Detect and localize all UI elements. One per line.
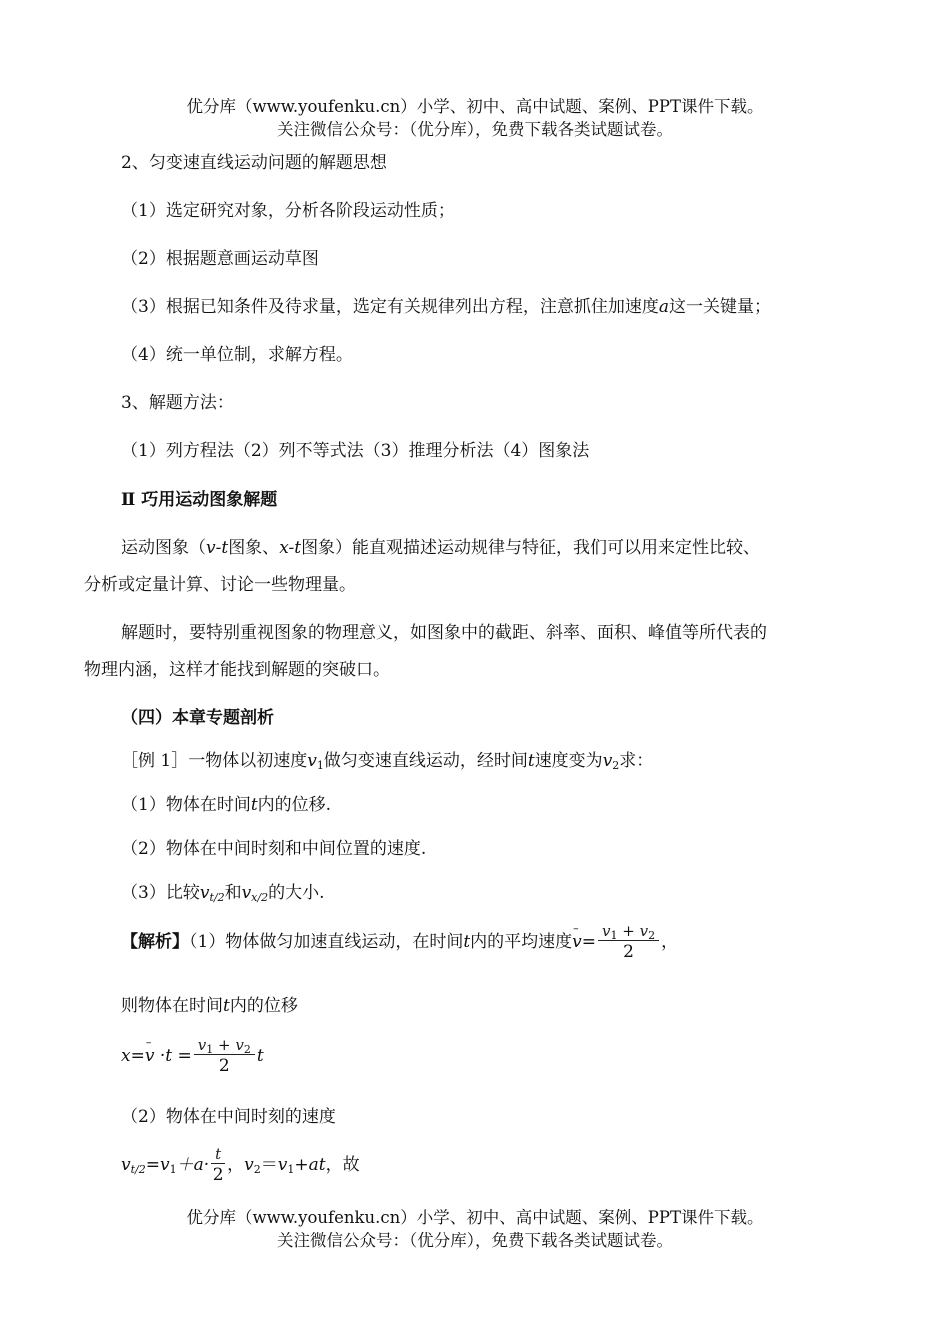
graph-para-2-line-2: 物理内涵，这样才能找到解题的突破口。 [84,660,390,680]
v-bar: – v [572,918,582,966]
mid-time-velocity-formula: $v_{t/2}=v_1+a\cdot$ $\frac{t}{2}$ ，$v_2=v_1+at$，故 [121,1145,360,1185]
header-line-2: 关注微信公众号：（优分库），免费下载各类试题试卷。 [277,120,673,139]
displacement-formula: x=– v ·t = $\frac{v_1 + v_2}{2}$ t [121,1032,264,1080]
solution-line-1: 【解析】（1）物体做匀加速直线运动，在时间t内的平均速度– v= $\frac{v_1 + v_2}{2}$ ， [121,918,678,966]
footer-line-1: 优分库（www.youfenku.cn）小学、初中、高中试题、案例、PPT课件下载。 [186,1208,764,1227]
graph-para-1-line-1: 运动图象（v-t图象、x-t图象）能直观描述运动规律与特征，我们可以用来定性比较、 [121,538,761,558]
question-1: （1）物体在时间t内的位移. [121,795,332,815]
var-a: a [658,297,669,317]
step-2: （2）根据题意画运动草图 [121,249,319,269]
solution-tag: 【解析】 [121,932,189,952]
header-line-1: 优分库（www.youfenku.cn）小学、初中、高中试题、案例、PPT课件下载。 [186,97,764,116]
footer-line-2: 关注微信公众号：（优分库），免费下载各类试题试卷。 [277,1231,673,1250]
question-2: （2）物体在中间时刻和中间位置的速度. [121,839,427,859]
question-3: （3）比较$v_{t/2}$和$v_{x/2}$的大小. [121,883,325,904]
solution-line-3: （2）物体在中间时刻的速度 [121,1107,336,1127]
chapter-title: （四）本章专题剖析 [121,708,274,728]
solution-line-2: 则物体在时间t内的位移 [121,996,298,1016]
graph-para-1-line-2: 分析或定量计算、讨论一些物理量。 [84,575,356,595]
section-2-title: 2、匀变速直线运动问题的解题思想 [121,153,387,173]
step-1: （1）选定研究对象，分析各阶段运动性质； [121,201,455,221]
graph-section-title: Ⅱ 巧用运动图象解题 [121,490,278,510]
example-1-statement: ［例 1］一物体以初速度$v_1$做匀变速直线运动，经时间t速度变为$v_2$求： [121,751,654,772]
section-3-title: 3、解题方法： [121,393,234,413]
methods-list: （1）列方程法（2）列不等式法（3）推理分析法（4）图象法 [121,441,590,461]
half-t-fraction: $\frac{t}{2}$ [212,1145,224,1185]
step-3: （3）根据已知条件及待求量，选定有关规律列出方程，注意抓住加速度a这一关键量； [121,297,771,317]
displacement-fraction: $\frac{v_1 + v_2}{2}$ [194,1036,255,1077]
avg-velocity-fraction: $\frac{v_1 + v_2}{2}$ [598,922,659,963]
graph-para-2-line-1: 解题时，要特别重视图象的物理意义，如图象中的截距、斜率、面积、峰值等所代表的 [121,623,767,643]
step-4: （4）统一单位制，求解方程。 [121,345,353,365]
